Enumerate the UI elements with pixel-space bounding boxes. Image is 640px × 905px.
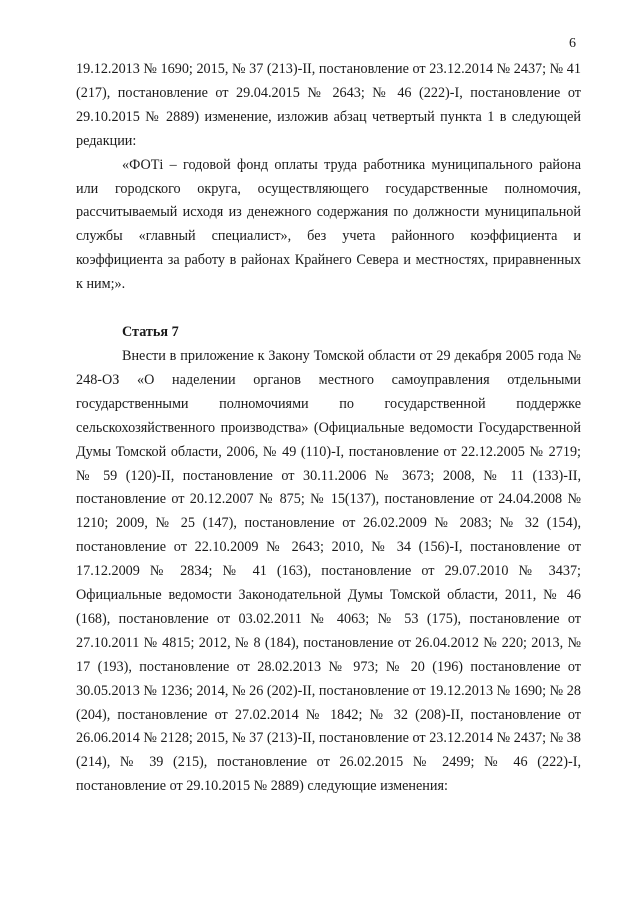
paragraph-continuation: 19.12.2013 № 1690; 2015, № 37 (213)-II, постановление от 23.12.2014 № 2437; № 41 (217), постановление от 29.04.2015 № 2643; № 46 (222)-I, постановление от 29.10.2015 № 2889) изменение, изложив абзац четвертый пункта 1 в следующей редакции: [76, 61, 581, 149]
paragraph-article-body: Внести в приложение к Закону Томской области от 29 декабря 2005 года № 248-ОЗ «О наделении органов местного самоуправления отдельными государственными полномочиями по государственной поддержке сельскохозяйственного производства» (Официальные ведомости Государственной Думы Томской области, 2006, № 49 (110)-I, постановление от 22.12.2005 № 2719; № 59 (120)-II, постановление от 30.11.2006 № 3673; 2008, № 11 (133)-II, постановление от 20.12.2007 № 875; № 15(137), постановление от 24.04.2008 № 1210; 2009, № 25 (147), постановление от 26.02.2009 № 2083; № 32 (154), постановление от 22.10.2009 № 2643; 2010, № 34 (156)-I, постановление от 17.12.2009 № 2834; № 41 (163), постановление от 29.07.2010 № 3437; Официальные ведомости Законодательной Думы Томской области, 2011, № 46 (168), постановление от 03.02.2011 № 4063; № 53 (175), постановление от 27.10.2011 № 4815; 2012, № 8 (184), постановление от 26.04.2012 № 220; 2013, № 17 (193), постановление от 28.02.2013 № 973; № 20 (196) постановление от 30.05.2013 № 1236; 2014, № 26 (202)-II, постановление от 19.12.2013 № 1690; № 28 (204), постановление от 27.02.2014 № 1842; № 32 (208)-II, постановление от 26.06.2014 № 2128; 2015, № 37 (213)-II, постановление от 23.12.2014 № 2437; № 38 (214), № 39 (215), постановление от 26.02.2015 № 2499; № 46 (222)-I, постановление от 29.10.2015 № 2889) следующие изменения: [76, 347, 581, 795]
document-body [76, 58, 581, 799]
article-heading: Статья 7 [122, 324, 179, 341]
page-number: 6 [569, 36, 576, 51]
paragraph-quoted-definition: «ФОТi – годовой фонд оплаты труда работника муниципального района или городского округа, осуществляющего государственные полномочия, рассчитываемый исходя из денежного содержания по должности муниципальной службы «главный специалист», без учета районного коэффициента и коэффициента за работу в районах Крайнего Севера и местностях, приравненных к ним;». [76, 156, 581, 293]
